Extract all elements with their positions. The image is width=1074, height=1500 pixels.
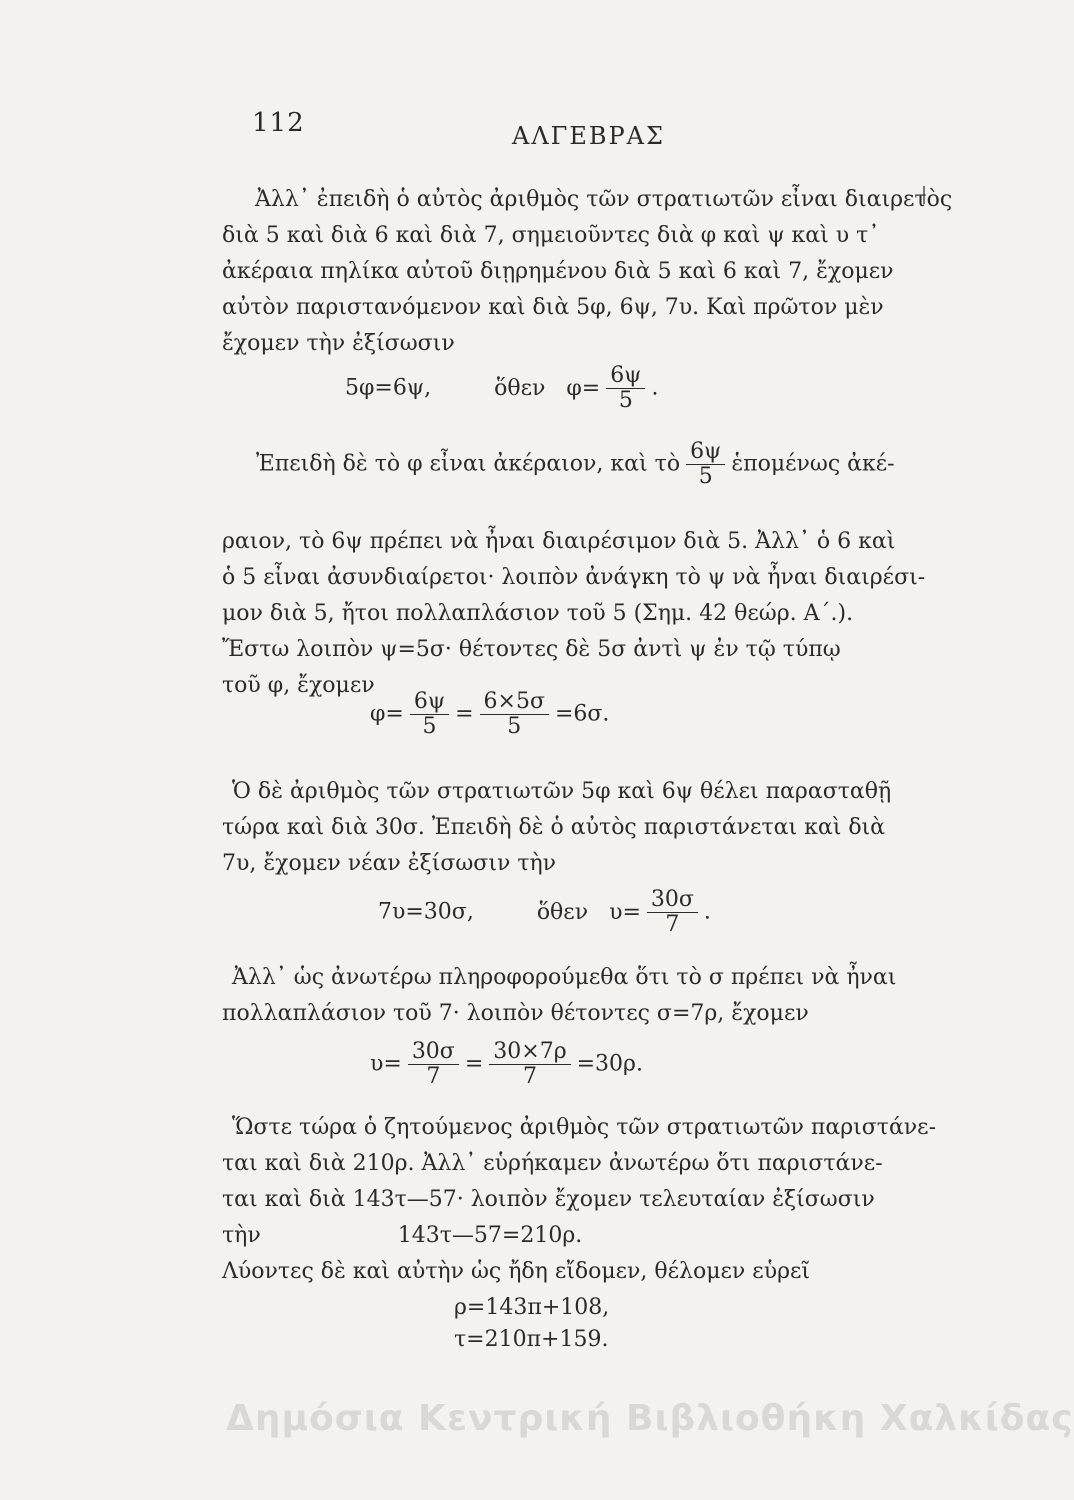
text-line: Λύοντες δὲ καὶ αὐτὴν ὡς ἤδη εἴδομεν, θέλομεν εὑρεῖ [222, 1259, 811, 1284]
text-line: Ὁ δὲ ἀριθμὸς τῶν στρατιωτῶν 5φ καὶ 6ψ θέλει παρασταθῇ [232, 779, 892, 804]
text-line: ἀκέραια πηλίκα αὐτοῦ διῃρημένου διὰ 5 καὶ 6 καὶ 7, ἔχομεν [222, 259, 894, 284]
text-line: μον διὰ 5, ἤτοι πολλαπλάσιον τοῦ 5 (Σημ. 42 θεώρ. Α΄.). [222, 601, 854, 626]
text-line: Ὥστε τώρα ὁ ζητούμενος ἀριθμὸς τῶν στρατιωτῶν παριστάνε- [232, 1115, 937, 1140]
running-title: ΑΛΓΕΒΡΑΣ [512, 122, 665, 150]
text-line: 7υ, ἔχομεν νέαν ἐξίσωσιν τὴν [222, 851, 557, 876]
text-line: ται καὶ διὰ 210ρ. Ἀλλ᾽ εὑρήκαμεν ἀνωτέρω ὅτι παριστάνε- [222, 1151, 883, 1176]
eq-end: . [651, 375, 659, 401]
text-line: τοῦ φ, ἔχομεν [222, 673, 375, 698]
fraction [410, 690, 449, 739]
equation-7: τ=210π+159. [454, 1327, 609, 1352]
denominator: 5 [618, 388, 633, 413]
eq-end: =30ρ. [576, 1051, 643, 1077]
denominator: 5 [507, 714, 522, 739]
text-line: αὐτὸν παριστανόμενον καὶ διὰ 5φ, 6ψ, 7υ. Καὶ πρῶτον μὲν [222, 295, 884, 320]
page-number: 112 [252, 108, 305, 138]
denominator: 7 [426, 1064, 441, 1089]
equation-2: φ= $\frac{6\psi}{5}$ = $\frac{6\times 5\sigma}{5}$ =6σ. [370, 689, 610, 739]
text-line: Ἔστω λοιπὸν ψ=5σ· θέτοντες δὲ 5σ ἀντὶ ψ ἐν τῷ τύπῳ [222, 637, 841, 662]
equation-4: υ= $\frac{30\sigma}{7}$ = $\frac{30\times 7\rho}{7}$ =30ρ. [370, 1039, 643, 1089]
fraction [480, 690, 549, 739]
text-line: ται καὶ διὰ 143τ—57· λοιπὸν ἔχομεν τελευταίαν ἐξίσωσιν [222, 1187, 875, 1212]
numerator: 6ψ [686, 440, 725, 465]
eq-word: ὅθεν [536, 899, 589, 925]
fraction [606, 364, 645, 413]
eq-left: 7υ=30σ, [378, 899, 474, 925]
text-line: Ἀλλ᾽ ὡς ἀνωτέρω πληροφορούμεθα ὅτι τὸ σ πρέπει νὰ ἦναι [232, 965, 897, 990]
text-line-with-fraction [256, 440, 895, 489]
eq-body: 143τ—57=210ρ. [397, 1223, 583, 1248]
eq-var: φ= [566, 375, 601, 401]
fraction [408, 1040, 459, 1089]
fraction [686, 440, 725, 489]
text-line: ἔχομεν τὴν ἐξίσωσιν [222, 331, 455, 356]
numerator: 6×5σ [480, 690, 549, 715]
text-segment: τὴν [222, 1223, 261, 1248]
library-watermark: Δημόσια Κεντρική Βιβλιοθήκη Χαλκίδας [226, 1398, 1074, 1439]
text-segment: Ἐπειδὴ δὲ τὸ φ εἶναι ἀκέραιον, καὶ τὸ [256, 451, 681, 477]
eq-var: υ= [609, 899, 641, 925]
text-line: ραιον, τὸ 6ψ πρέπει νὰ ἦναι διαιρέσιμον διὰ 5. Ἀλλ᾽ ὁ 6 καὶ [222, 529, 896, 554]
denominator: 7 [665, 912, 680, 937]
equation-5 [222, 1222, 582, 1250]
eq-word: ὅθεν [494, 375, 546, 401]
numerator: 30σ [408, 1040, 459, 1065]
text-line: Ἀλλ᾽ ἐπειδὴ ὁ αὐτὸς ἀριθμὸς τῶν στρατιωτῶν εἶναι διαιρετὸς [255, 187, 953, 212]
fraction [489, 1040, 570, 1089]
numerator: 6ψ [410, 690, 449, 715]
denominator: 7 [522, 1064, 537, 1089]
eq-end: =6σ. [554, 701, 610, 727]
denominator: 5 [698, 464, 713, 489]
equation-1 [345, 364, 658, 413]
text-segment: ἑπομένως ἀκέ- [731, 451, 895, 477]
numerator: 30×7ρ [489, 1040, 570, 1065]
eq-end: . [703, 899, 711, 925]
equation-3 [378, 888, 711, 937]
fraction [647, 888, 698, 937]
denominator: 5 [422, 714, 437, 739]
text-line: πολλαπλάσιον τοῦ 7· λοιπὸν θέτοντες σ=7ρ, ἔχομεν [222, 1001, 809, 1026]
numerator: 30σ [647, 888, 698, 913]
text-line: ὁ 5 εἶναι ἀσυνδιαίρετοι· λοιπὸν ἀνάγκη τὸ ψ νὰ ἦναι διαιρέσι- [222, 565, 926, 590]
eq-var: φ= [370, 701, 404, 727]
equation-6: ρ=143π+108, [454, 1295, 610, 1320]
eq-left: 5φ=6ψ, [345, 375, 432, 401]
eq-var: υ= [370, 1051, 402, 1077]
text-line: διὰ 5 καὶ διὰ 6 καὶ διὰ 7, σημειοῦντες διὰ φ καὶ ψ καὶ υ τ᾽ [222, 223, 880, 248]
text-line: τώρα καὶ διὰ 30σ. Ἐπειδὴ δὲ ὁ αὐτὸς παριστάνεται καὶ διὰ [222, 815, 886, 840]
numerator: 6ψ [606, 364, 645, 389]
